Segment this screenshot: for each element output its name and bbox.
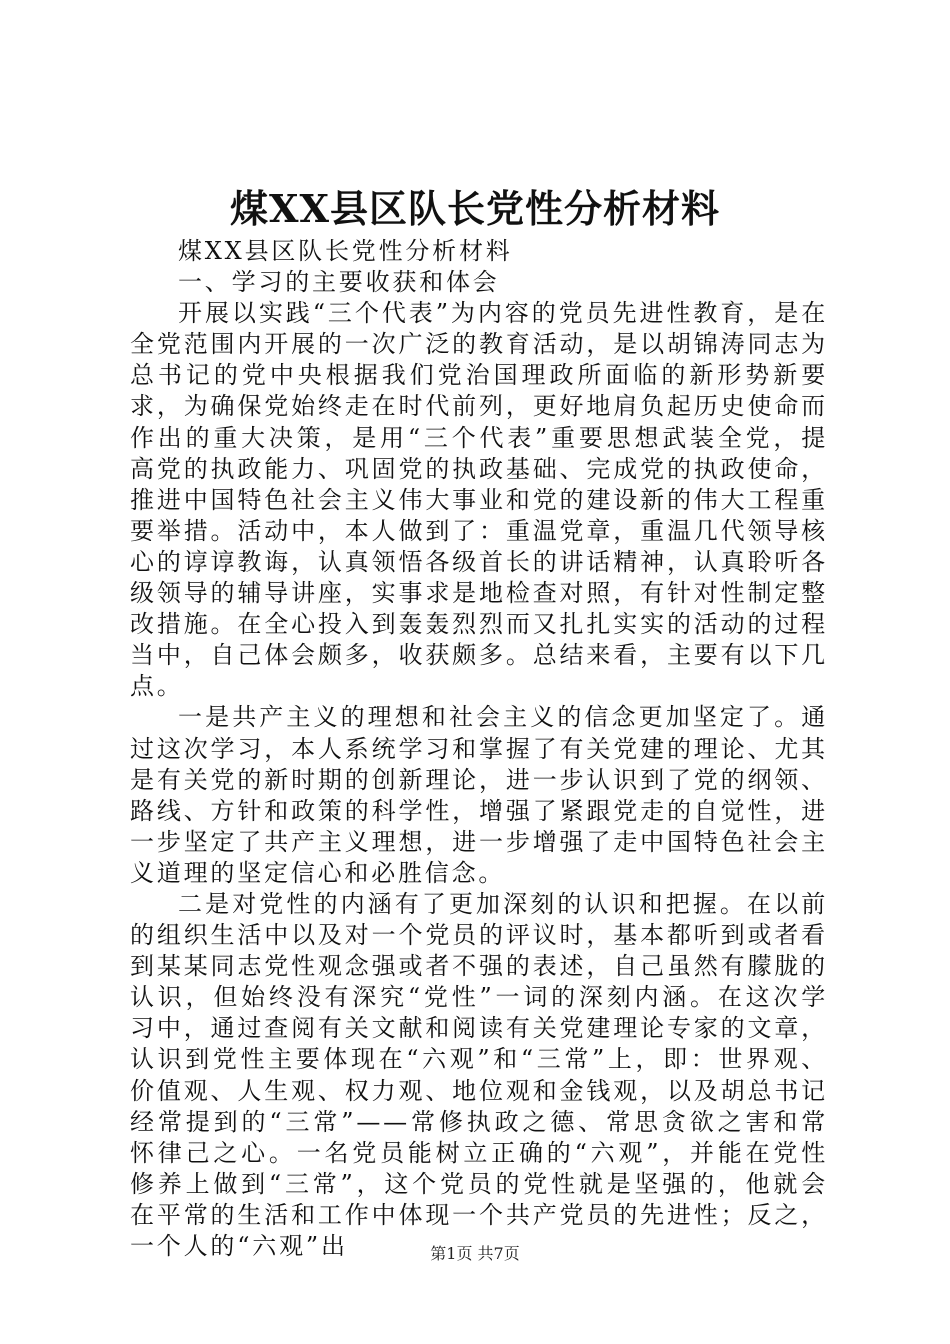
document-title: 煤XX县区队长党性分析材料 bbox=[230, 186, 720, 231]
paragraph-point-one: 一是共产主义的理想和社会主义的信念更加坚定了。通过这次学习，本人系统学习和掌握了有关党建的理论、尤其是有关党的新时期的创新理论，进一步认识到了党的纲领、路线、方针和政策的科学性，增强了紧跟党走的自觉性，进一步坚定了共产主义理想，进一步增强了走中国特色社会主义道理的坚定信心和必胜信念。 bbox=[130, 703, 828, 887]
page-footer: 第1页 共7页 bbox=[430, 1244, 520, 1263]
paragraph-subtitle: 煤XX县区队长党性分析材料 bbox=[178, 237, 513, 265]
paragraph-section-heading: 一、学习的主要收获和体会 bbox=[178, 268, 500, 297]
paragraph-intro: 开展以实践“三个代表”为内容的党员先进性教育，是在全党范围内开展的一次广泛的教育活动，是以胡锦涛同志为总书记的党中央根据我们党治国理政所面临的新形势新要求，为确保党始终走在时代前列，更好地肩负起历史使命而作出的重大决策，是用“三个代表”重要思想武装全党，提高党的执政能力、巩固党的执政基础、完成党的执政使命，推进中国特色社会主义伟大事业和党的建设新的伟大工程重要举措。活动中，本人做到了：重温党章，重温几代领导核心的谆谆教诲，认真领悟各级首长的讲话精神，认真聆听各级领导的辅导讲座，实事求是地检查对照，有针对性制定整改措施。在全心投入到轰轰烈烈而又扎扎实实的活动的过程当中，自己体会颇多，收获颇多。总结来看，主要有以下几点。 bbox=[130, 299, 828, 701]
paragraph-point-two: 二是对党性的内涵有了更加深刻的认识和把握。在以前的组织生活中以及对一个党员的评议时，基本都听到或者看到某某同志党性观念强或者不强的表述，自己虽然有朦胧的认识，但始终没有深究“党性”一词的深刻内涵。在这次学习中，通过查阅有关文献和阅读有关党建理论专家的文章，认识到党性主要体现在“六观”和“三常”上，即：世界观、价值观、人生观、权力观、地位观和金钱观，以及胡总书记经常提到的“三常”——常修执政之德、常思贪欲之害和常怀律己之心。一名党员能树立正确的“六观”，并能在党性修养上做到“三常”，这个党员的党性就是坚强的，他就会在平常的生活和工作中体现一个共产党员的先进性；反之，一个人的“六观”出 bbox=[130, 889, 828, 1260]
document-body bbox=[130, 236, 828, 1262]
